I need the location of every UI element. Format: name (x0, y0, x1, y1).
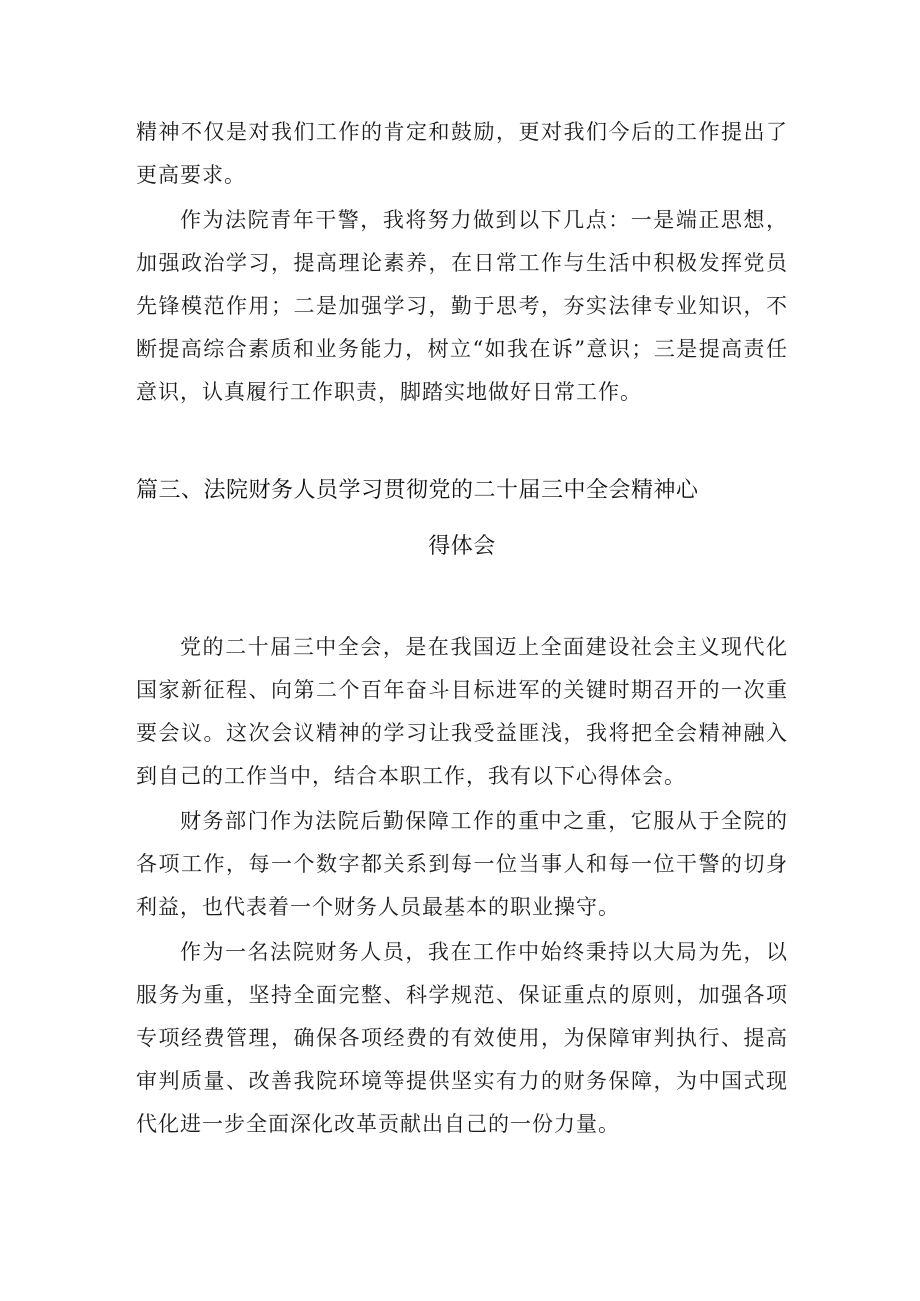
paragraph-continuation: 精神不仅是对我们工作的肯定和鼓励，更对我们今后的工作提出了更高要求。 (136, 120, 788, 187)
section-heading-line1: 篇三、法院财务人员学习贯彻党的二十届三中全会精神心 (136, 478, 699, 503)
paragraph-finance-department: 财务部门作为法院后勤保障工作的重中之重，它服从于全院的各项工作，每一个数字都关系到每一位当事人和每一位干警的切身利益，也代表着一个财务人员最基本的职业操守。 (136, 809, 788, 919)
section-heading (136, 463, 788, 575)
paragraph-young-officer-commitments: 作为法院青年干警，我将努力做到以下几点：一是端正思想，加强政治学习，提高理论素养，在日常工作与生活中积极发挥党员先锋模范作用；二是加强学习，勤于思考，夯实法律专业知识，不断提高综合素质和业务能力，树立“如我在诉”意识；三是提高责任意识，认真履行工作职责，脚踏实地做好日常工作。 (136, 208, 788, 404)
paragraph-plenum-intro: 党的二十届三中全会，是在我国迈上全面建设社会主义现代化国家新征程、向第二个百年奋斗目标进军的关键时期召开的一次重要会议。这次会议精神的学习让我受益匪浅，我将把全会精神融入到自己的工作当中，结合本职工作，我有以下心得体会。 (136, 635, 788, 788)
section-heading-line2: 得体会 (428, 534, 496, 559)
paragraph-finance-staff-commitment: 作为一名法院财务人员，我在工作中始终秉持以大局为先，以服务为重，坚持全面完整、科学规范、保证重点的原则，加强各项专项经费管理，确保各项经费的有效使用，为保障审判执行、提高审判质量、改善我院环境等提供坚实有力的财务保障，为中国式现代化进一步全面深化改革贡献出自己的一份力量。 (136, 940, 788, 1136)
